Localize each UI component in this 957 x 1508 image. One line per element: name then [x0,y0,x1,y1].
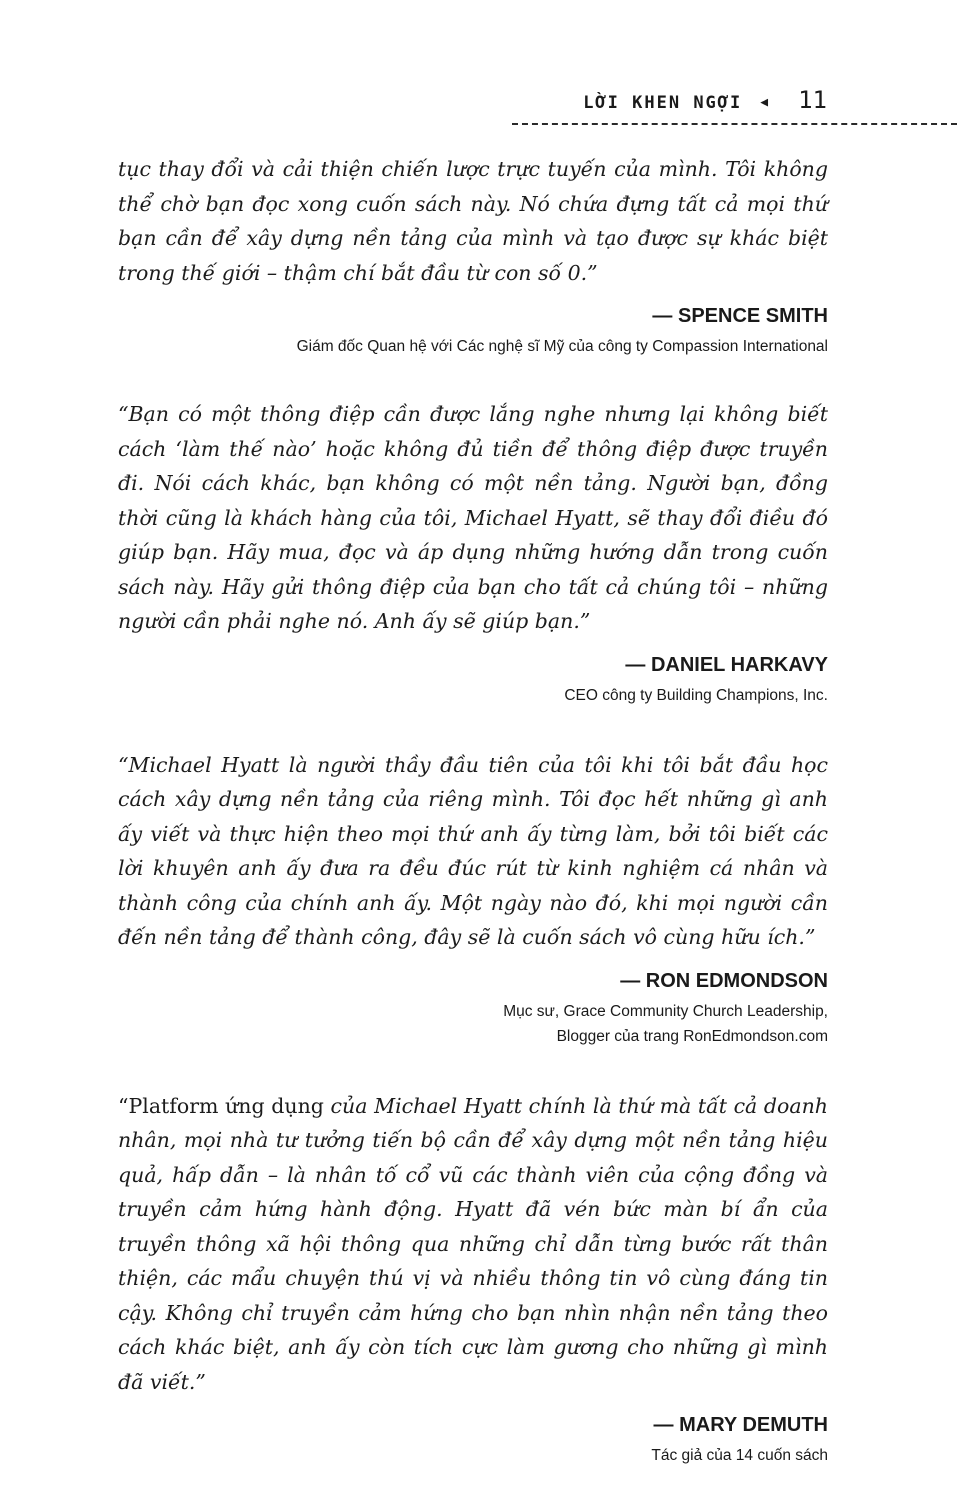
testimonial-mary-demuth [118,1089,828,1469]
testimonial-spence-smith [118,152,828,359]
left-arrow-icon: ◀ [760,95,769,110]
testimonial-author: — MARY DEMUTH [653,1414,828,1436]
testimonial-role: Giám đốc Quan hệ với Các nghệ sĩ Mỹ của công ty Compassion International [296,338,828,355]
testimonial-quote: tục thay đổi và cải thiện chiến lược trực tuyến của mình. Tôi không thể chờ bạn đọc xong cuốn sách này. Nó chứa đựng tất cả mọi thứ bạn cần để xây dựng nền tảng của mình và tạo được sự khác biệt trong thế giới – thậm chí bắt đầu từ con số 0.” [118,157,828,285]
testimonial-role [118,999,828,1049]
testimonial-ron-edmondson [118,748,828,1049]
book-title: “Platform ứng dụng [118,1093,331,1118]
testimonial-daniel-harkavy [118,397,828,708]
running-header [583,86,827,114]
testimonial-quote [118,1089,828,1400]
testimonial-role-line: Blogger của trang RonEdmondson.com [556,1027,828,1045]
testimonial-author: — DANIEL HARKAVY [625,653,828,676]
page-body [118,152,828,1508]
testimonial-quote: “Bạn có một thông điệp cần được lắng nghe nhưng lại không biết cách ‘làm thế nào’ hoặc không đủ tiền để thông điệp được truyền đi. Nói cách khác, bạn không có một nền tảng. Người bạn, đồng thời cũng là khách hàng của tôi, Michael Hyatt, sẽ thay đổi điều đó giúp bạn. Hãy mua, đọc và áp dụng những hướng dẫn trong cuốn sách này. Hãy gửi thông điệp của bạn cho tất cả chúng tôi – những người cần phải nghe nó. Anh ấy sẽ giúp bạn.” [118,402,828,633]
page-number: 11 [798,86,827,114]
dashed-divider [512,123,957,125]
testimonial-role: CEO công ty Building Champions, Inc. [564,686,828,704]
quote-body: của Michael Hyatt chính là thứ mà tất cả doanh nhân, mọi nhà tư tưởng tiến bộ cần để xây dựng một nền tảng hiệu quả, hấp dẫn – là nhân tố cổ vũ các thành viên của cộng đồng và truyền cảm hứng hành động. Hyatt đã vén bức màn bí ẩn của truyền thông xã hội thông qua những chỉ dẫn từng bước rất thân thiện, các mẩu chuyện thú vị và nhiều thông tin vô cùng đáng tin cậy. Không chỉ truyền cảm hứng cho bạn nhìn nhận nền tảng theo cách khác biệt, anh ấy còn tích cực làm gương cho những gì mình đã viết.” [118,1093,829,1394]
testimonial-role: Tác giả của 14 cuốn sách [651,1447,828,1464]
testimonial-author: — SPENCE SMITH [652,305,828,327]
testimonial-role-line: Mục sư, Grace Community Church Leadership, [503,1002,828,1020]
testimonial-quote: “Michael Hyatt là người thầy đầu tiên của tôi khi tôi bắt đầu học cách xây dựng nền tảng của riêng mình. Tôi đọc hết những gì anh ấy viết và thực hiện theo mọi thứ anh ấy từng làm, bởi tôi biết các lời khuyên anh ấy đưa ra đều đúc rút từ kinh nghiệm cá nhân và thành công của chính anh ấy. Một ngày nào đó, khi mọi người cần đến nền tảng để thành công, đây sẽ là cuốn sách vô cùng hữu ích.” [118,752,828,949]
testimonial-author: — RON EDMONDSON [620,969,828,992]
chapter-title: LỜI KHEN NGỢI [583,93,743,113]
